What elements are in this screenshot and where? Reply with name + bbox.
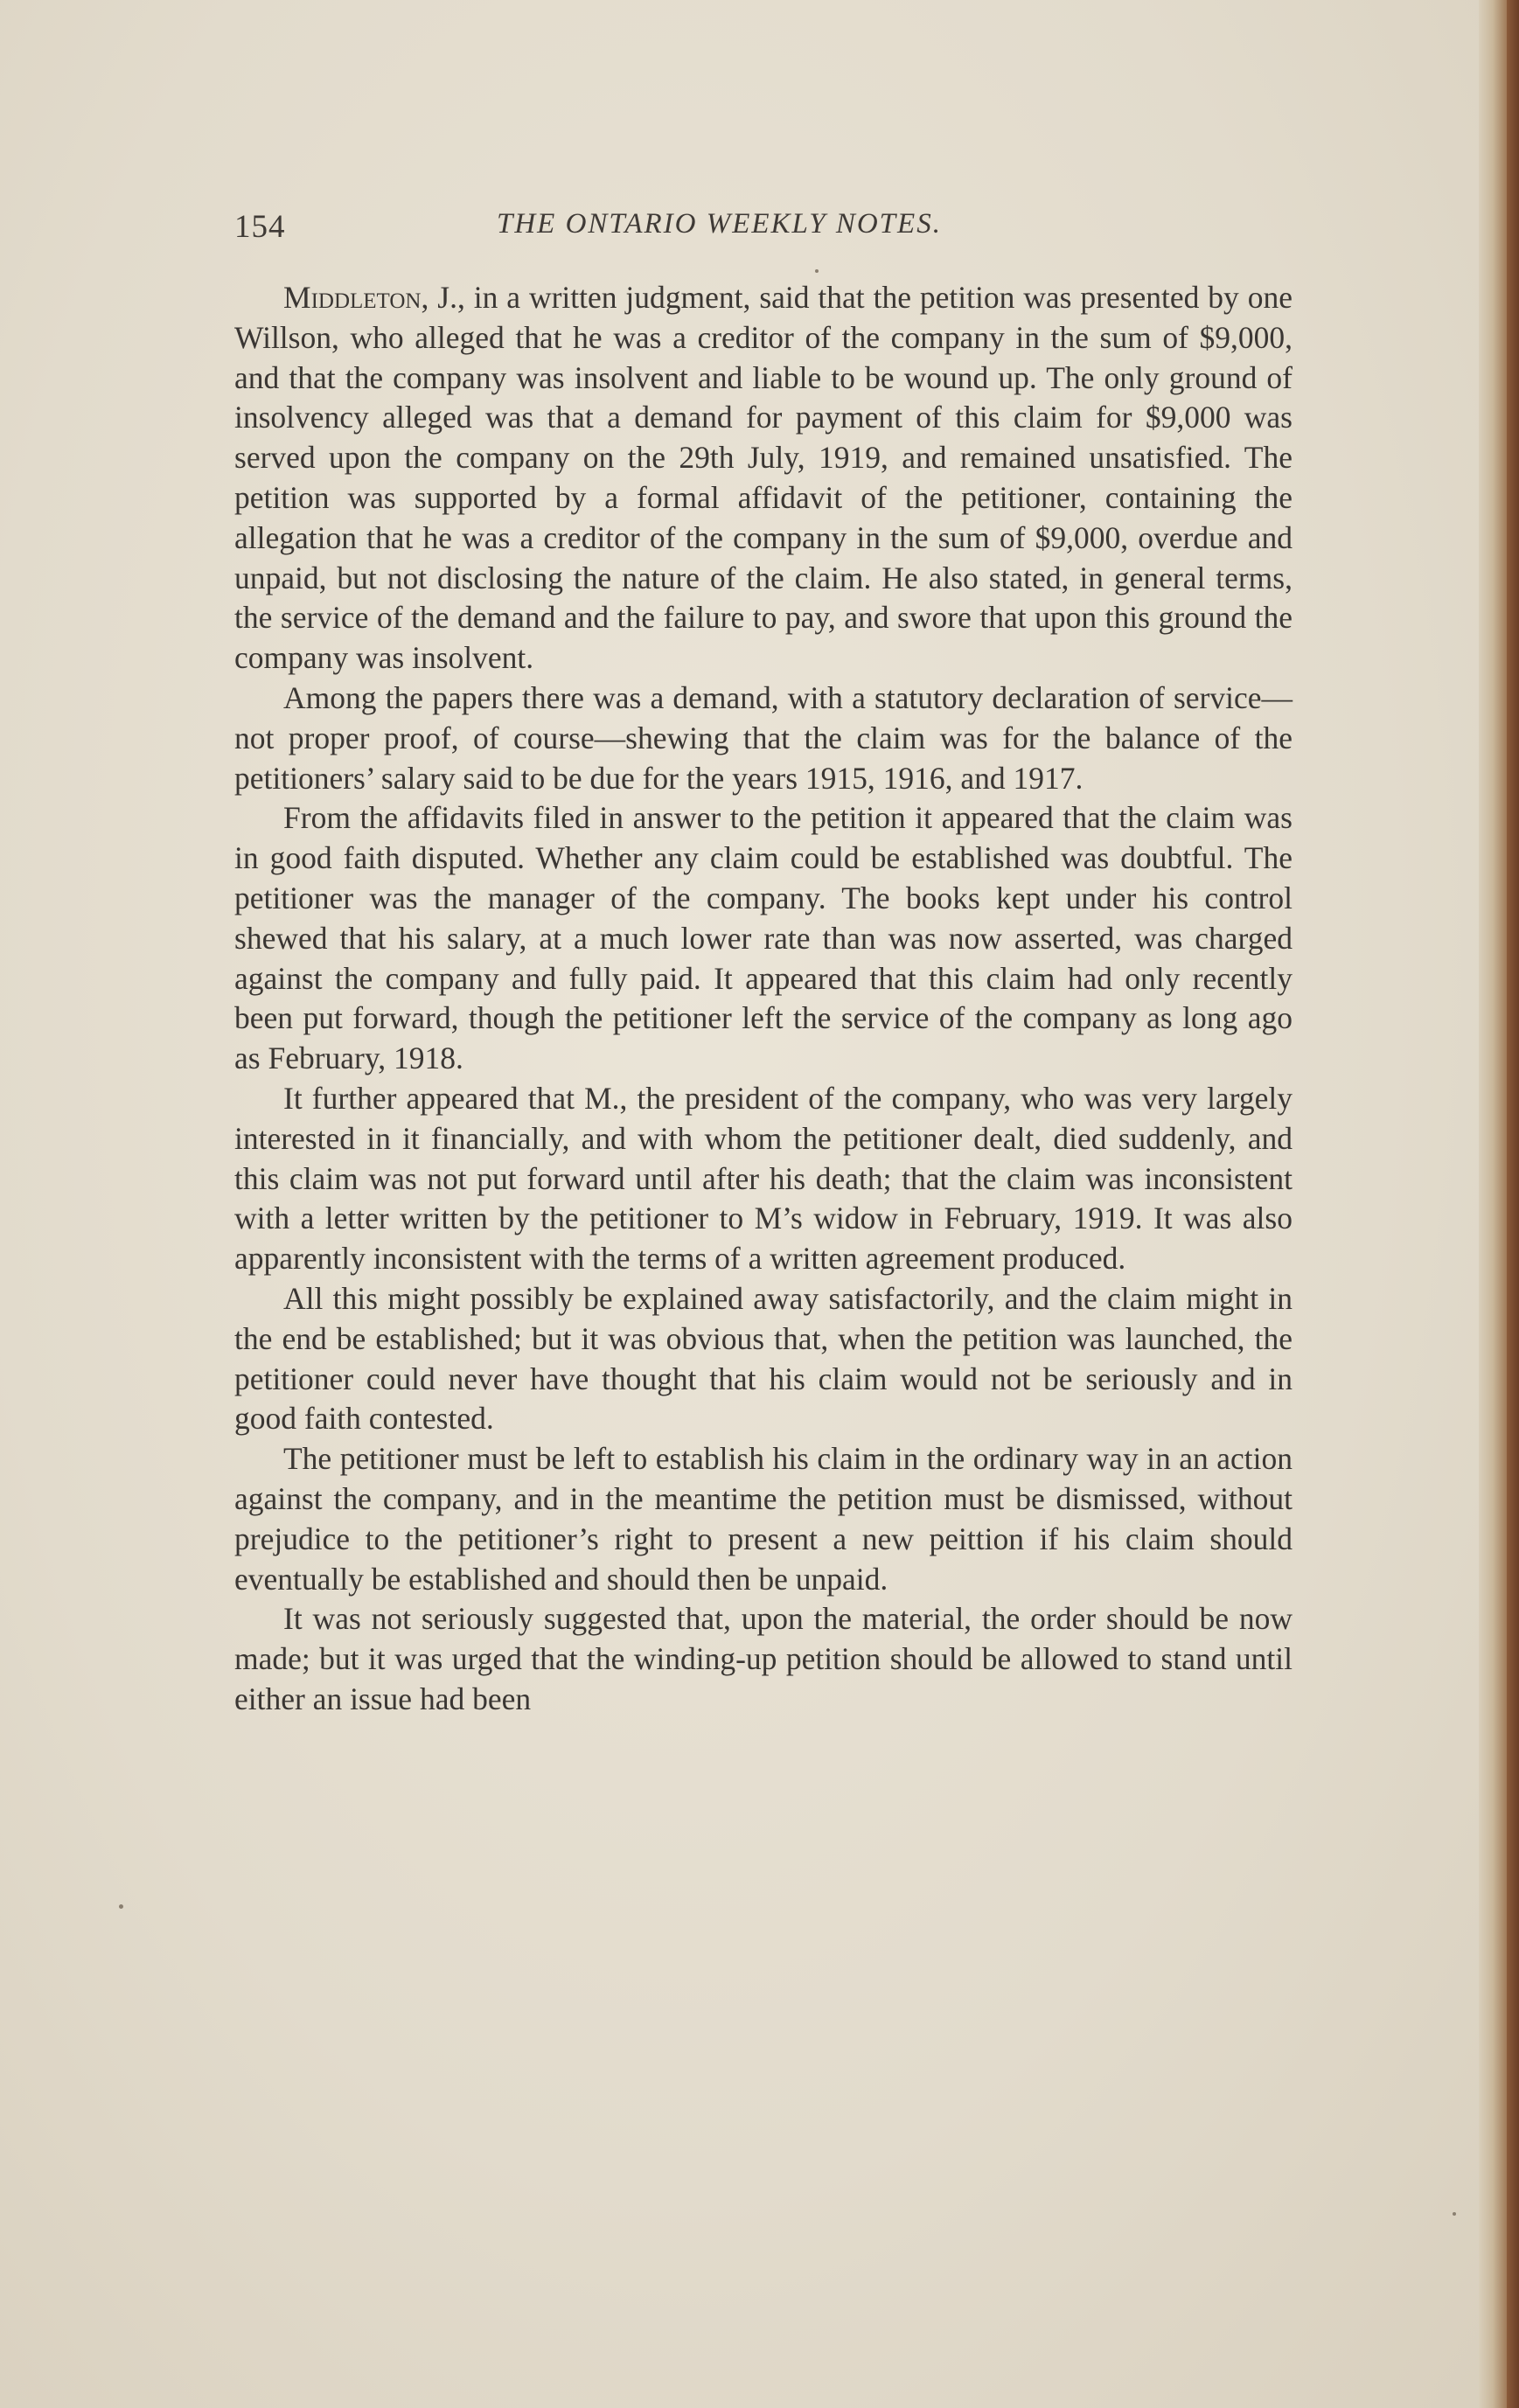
paragraph-4: It further appeared that M., the president of the company, who was very largely interested in it financially, and with whom the petitioner dealt, died suddenly, and this claim was not put forward until after his death; that the claim was inconsistent with a letter written by the petitioner to M’s widow in February, 1919. It was also apparently inconsistent with the terms of a written agreement produced. [234, 1080, 1293, 1277]
paragraph-1 [234, 278, 1293, 679]
page-binding-edge [1507, 0, 1519, 2408]
speck-mark [1453, 2212, 1456, 2216]
judge-name: Middleton [283, 280, 422, 315]
judgment-text [234, 278, 1293, 1720]
running-title: THE ONTARIO WEEKLY NOTES. [497, 208, 942, 240]
page-header [234, 208, 1296, 252]
paragraph-2: Among the papers there was a demand, with a statutory declaration of service—not proper proof, of course—shewing that the claim was for the balance of the petitioners’ salary said to be due for the years 1915, 1916, and 1917. [234, 679, 1293, 796]
speck-mark [815, 269, 819, 273]
page-number: 154 [234, 209, 286, 245]
paragraph-3: From the affidavits filed in answer to the petition it appeared that the claim was in good faith disputed. Whether any claim could be established was doubtful. The petitioner was the manager of the company. The books kept under his control shewed that his salary, at a much lower rate than was now asserted, was charged against the company and fully paid. It appeared that this claim had only recently been put forward, though the petitioner left the service of the company as long ago as February, 1918. [234, 800, 1293, 1076]
paragraph-1-text: , J., in a written judgment, said that the petition was presented by one Willson, who alleged that he was a creditor of the company in the sum of $9,000, and that the company was insolvent and liable to be wound up. The only ground of insolvency alleged was that a demand for payment of this claim for $9,000 was served upon the company on the 29th July, 1919, and remained unsatisfied. The petition was supported by a formal affidavit of the petitioner, containing the allegation that he was a creditor of the company in the sum of $9,000, overdue and unpaid, but not disclosing the nature of the claim. He also stated, in general terms, the service of the demand and the failure to pay, and swore that upon this ground the company was insolvent. [234, 280, 1293, 676]
paragraph-5: All this might possibly be explained away satisfactorily, and the claim might in the end be established; but it was obvious that, when the petition was launched, the petitioner could never have thought that his claim would not be seriously and in good faith contested. [234, 1280, 1293, 1437]
speck-mark [119, 1904, 123, 1909]
paragraph-7: It was not seriously suggested that, upon the material, the order should be now made; but it was urged that the winding-up petition should be allowed to stand until either an issue had been [234, 1601, 1293, 1716]
paragraph-6: The petitioner must be left to establish his claim in the ordinary way in an action against the company, and in the meantime the petition must be dismissed, without prejudice to the petitioner’s right to present a new peittion if his claim should eventually be established and should then be unpaid. [234, 1441, 1293, 1597]
